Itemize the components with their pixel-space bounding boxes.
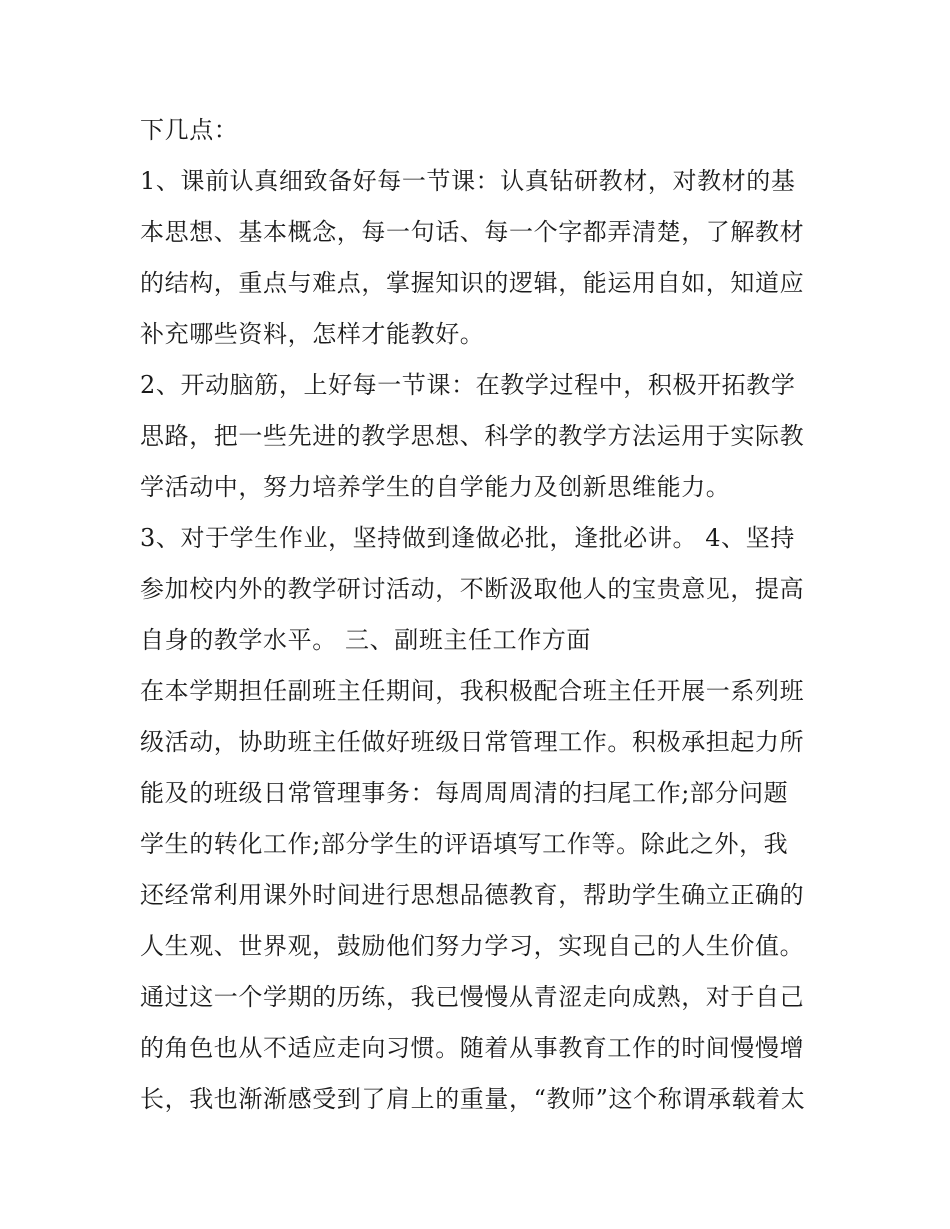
text-line-17: 人生观、世界观，鼓励他们努力学习，实现自己的人生价值。 <box>140 932 805 960</box>
text-line-10: 参加校内外的教学研讨活动，不断汲取他人的宝贵意见，提高 <box>140 575 805 603</box>
text-line-16: 还经常利用课外时间进行思想品德教育，帮助学生确立正确的 <box>140 881 805 909</box>
text-line-3: 本思想、基本概念，每一句话、每一个字都弄清楚，了解教材 <box>140 218 805 246</box>
document-body <box>140 110 820 1130</box>
text-line-6: 2、开动脑筋，上好每一节课：在教学过程中，积极开拓教学 <box>140 371 796 399</box>
text-line-19: 的角色也从不适应走向习惯。随着从事教育工作的时间慢慢增 <box>140 1034 805 1062</box>
text-line-18: 通过这一个学期的历练，我已慢慢从青涩走向成熟，对于自己 <box>140 983 805 1011</box>
text-line-20: 长，我也渐渐感受到了肩上的重量，“教师”这个称谓承载着太 <box>140 1085 806 1113</box>
text-line-4: 的结构，重点与难点，掌握知识的逻辑，能运用自如，知道应 <box>140 269 805 297</box>
text-line-11: 自身的教学水平。 三、副班主任工作方面 <box>140 626 592 654</box>
text-line-9: 3、对于学生作业，坚持做到逢做必批，逢批必讲。 4、坚持 <box>140 524 795 552</box>
text-line-13: 级活动，协助班主任做好班级日常管理工作。积极承担起力所 <box>140 728 805 756</box>
text-line-2: 1、课前认真细致备好每一节课：认真钻研教材，对教材的基 <box>140 167 796 195</box>
text-line-5: 补充哪些资料，怎样才能教好。 <box>140 320 485 348</box>
text-line-8: 学活动中，努力培养学生的自学能力及创新思维能力。 <box>140 473 731 501</box>
text-line-7: 思路，把一些先进的教学思想、科学的教学方法运用于实际教 <box>140 422 805 450</box>
text-line-14: 能及的班级日常管理事务：每周周周清的扫尾工作;部分问题 <box>140 779 789 807</box>
text-line-1: 下几点： <box>140 116 239 144</box>
text-line-15: 学生的转化工作;部分学生的评语填写工作等。除此之外，我 <box>140 830 789 858</box>
text-line-12: 在本学期担任副班主任期间，我积极配合班主任开展一系列班 <box>140 677 805 705</box>
